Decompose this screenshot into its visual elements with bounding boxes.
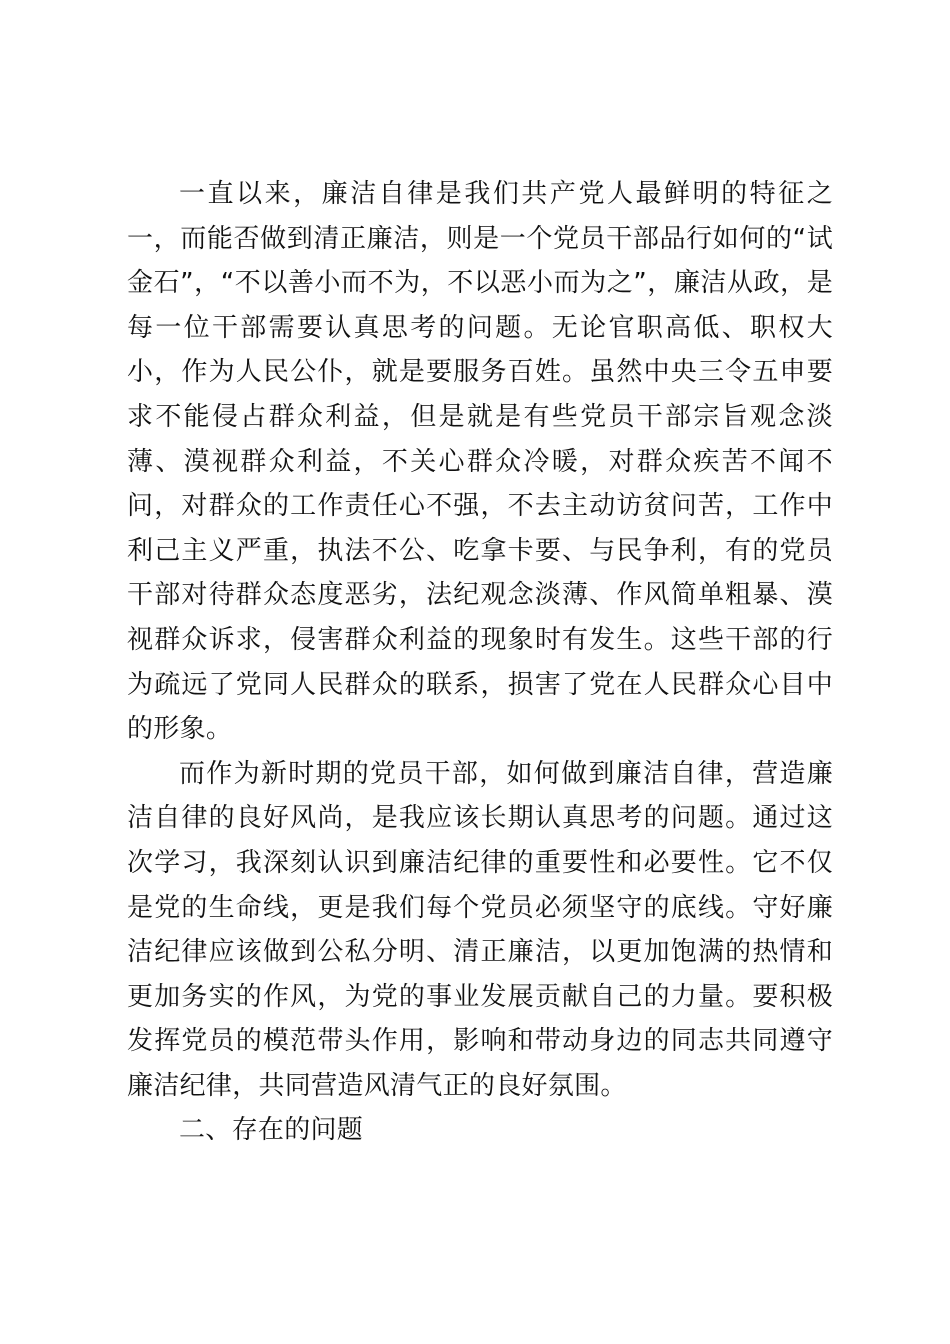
paragraph-new-era-cadres: 而作为新时期的党员干部，如何做到廉洁自律，营造廉洁自律的良好风尚，是我应该长期认真思考的问题。通过这次学习，我深刻认识到廉洁纪律的重要性和必要性。它不仅是党的生命线，更是我们每个党员必须坚守的底线。守好廉洁纪律应该做到公私分明、清正廉洁，以更加饱满的热情和更加务实的作风，为党的事业发展贡献自己的力量。要积极发挥党员的模范带头作用，影响和带动身边的同志共同遵守廉洁纪律，共同营造风清气正的良好氛围。 bbox=[127, 758, 833, 1101]
section-heading-existing-problems: 二、存在的问题 bbox=[179, 1115, 364, 1146]
paragraph-integrity-self-discipline: 一直以来，廉洁自律是我们共产党人最鲜明的特征之一，而能否做到清正廉洁，则是一个党员干部品行如何的“试金石”，“不以善小而不为，不以恶小而为之”，廉洁从政，是每一位干部需要认真思考的问题。无论官职高低、职权大小，作为人民公仆，就是要服务百姓。虽然中央三令五申要求不能侵占群众利益，但是就是有些党员干部宗旨观念淡薄、漠视群众利益，不关心群众冷暖，对群众疾苦不闻不问，对群众的工作责任心不强，不去主动访贫问苦，工作中利己主义严重，执法不公、吃拿卡要、与民争利，有的党员干部对待群众态度恶劣，法纪观念淡薄、作风简单粗暴、漠视群众诉求，侵害群众利益的现象时有发生。这些干部的行为疏远了党同人民群众的联系，损害了党在人民群众心目中的形象。 bbox=[127, 179, 833, 745]
document-body bbox=[127, 172, 833, 1153]
